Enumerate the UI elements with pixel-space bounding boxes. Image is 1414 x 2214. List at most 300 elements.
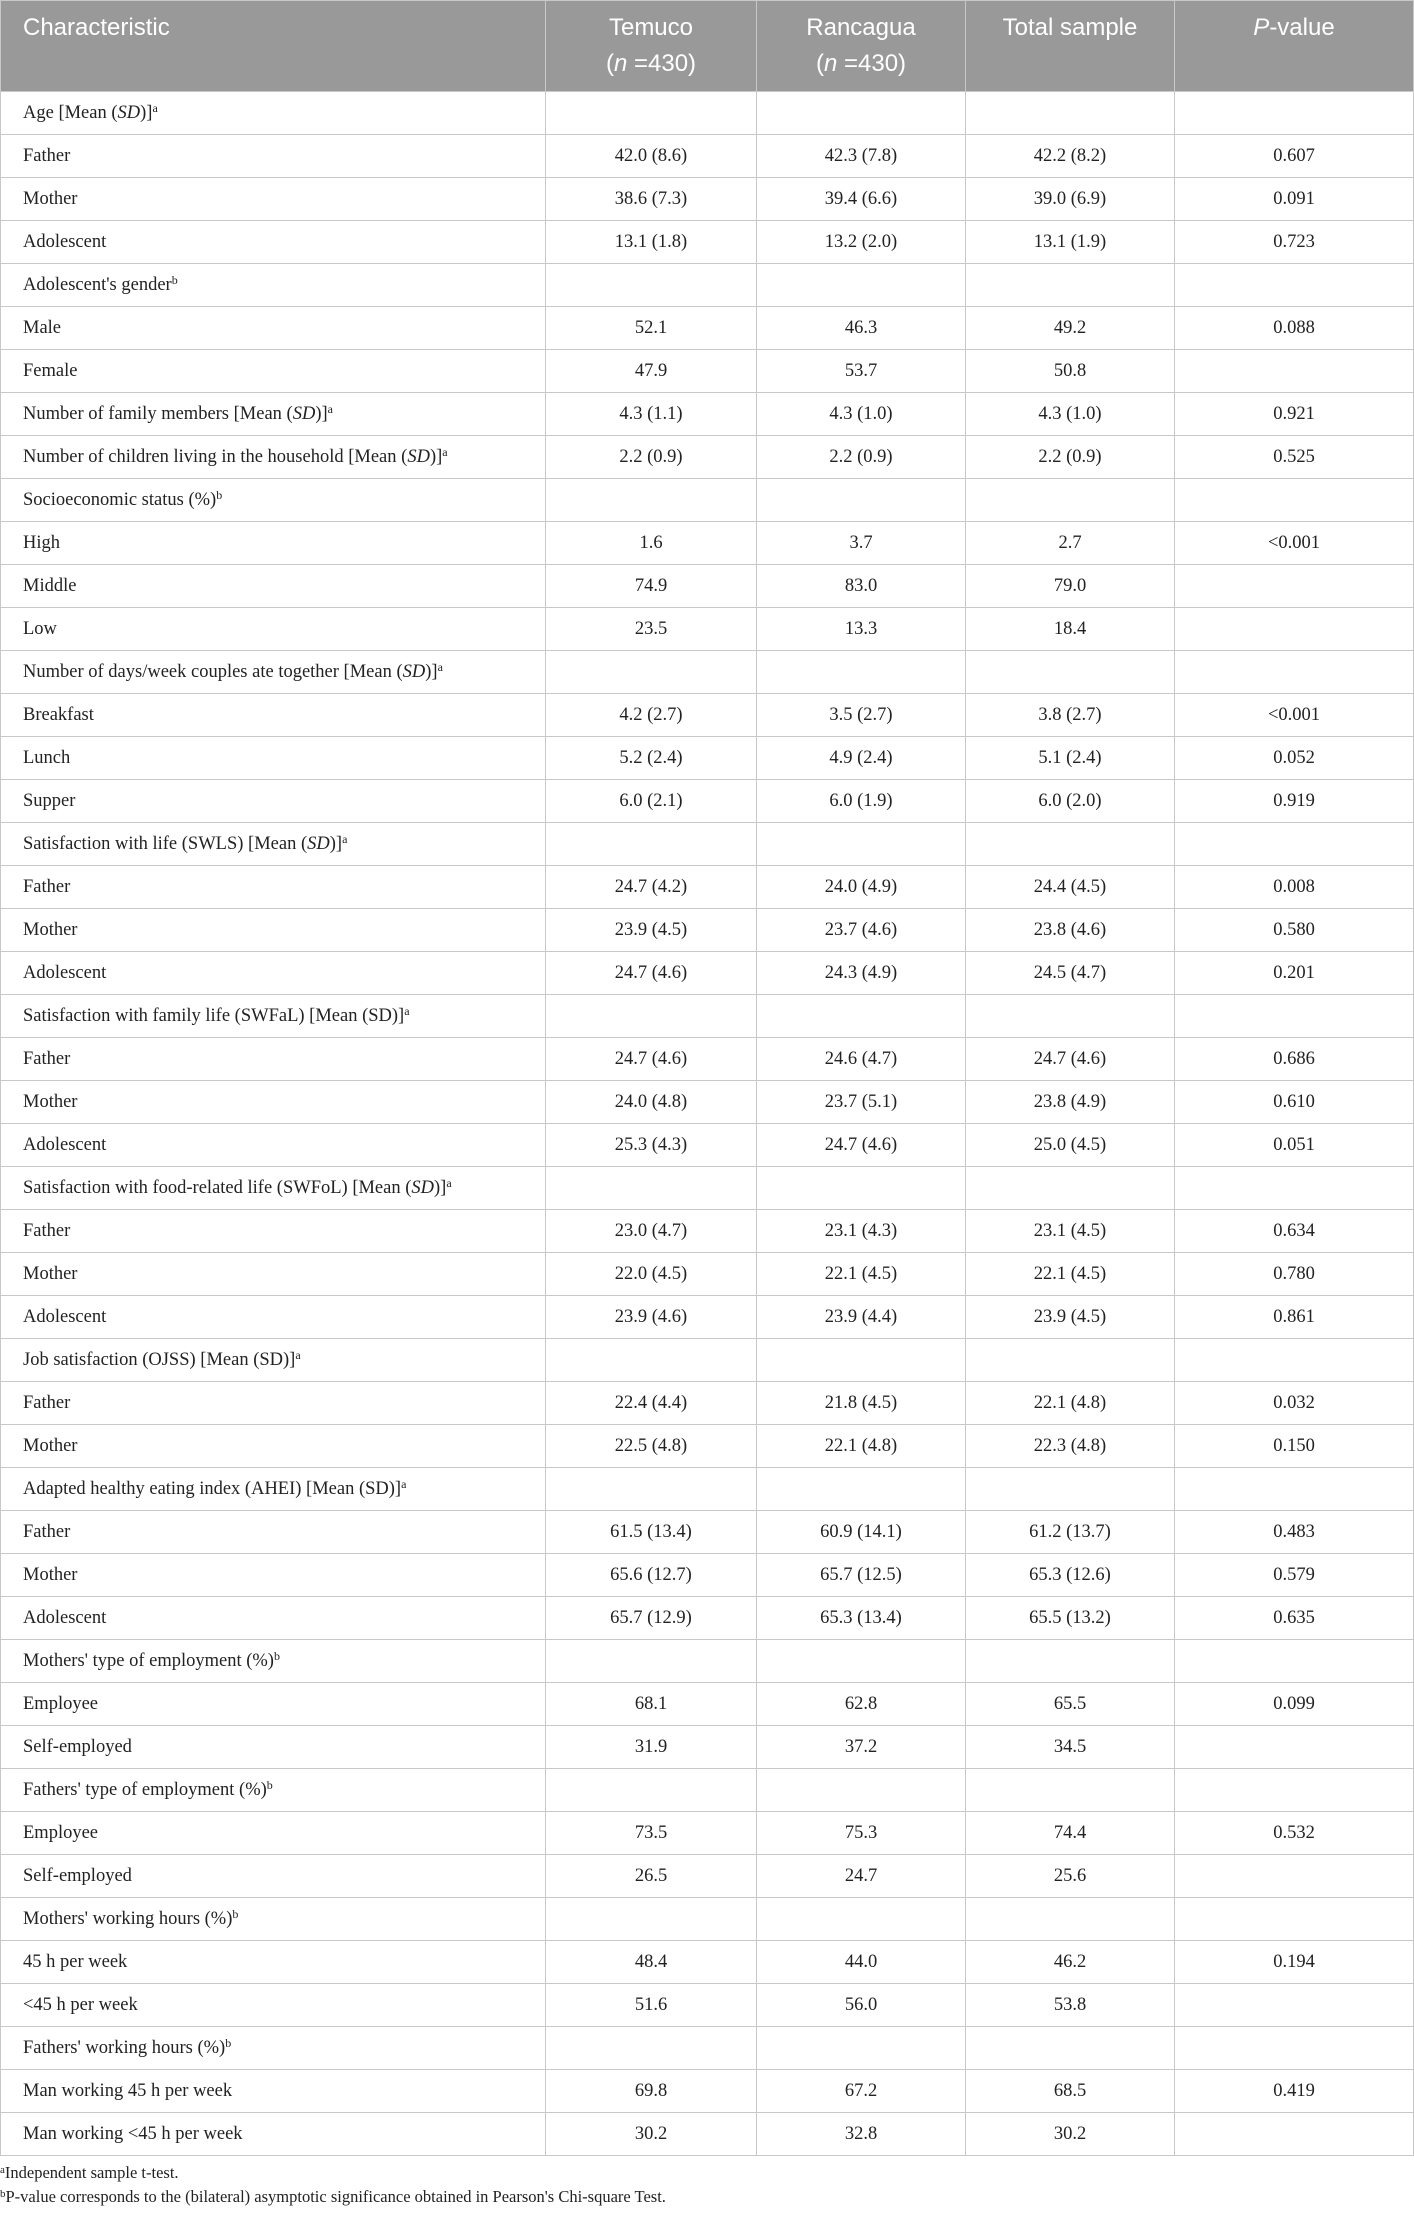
table-row (1, 1855, 1414, 1898)
temuco-value: 22.4 (4.4) (546, 1382, 757, 1425)
p-value: 0.921 (1175, 393, 1414, 436)
table-row (1, 1124, 1414, 1167)
footnote-mark: a (437, 659, 443, 674)
row-label: Adolescent (1, 952, 546, 995)
total-value: 25.0 (4.5) (966, 1124, 1175, 1167)
total-value: 39.0 (6.9) (966, 178, 1175, 221)
p-value (1175, 1726, 1414, 1769)
row-label: Male (1, 307, 546, 350)
row-label: Father (1, 1038, 546, 1081)
total-value (966, 995, 1175, 1038)
table-row (1, 1941, 1414, 1984)
row-label: Low (1, 608, 546, 651)
total-value: 25.6 (966, 1855, 1175, 1898)
section-row (1, 823, 1414, 866)
p-value: <0.001 (1175, 694, 1414, 737)
rancagua-value (757, 264, 966, 307)
total-value (966, 264, 1175, 307)
rancagua-value: 24.7 (757, 1855, 966, 1898)
row-label: High (1, 522, 546, 565)
total-value: 49.2 (966, 307, 1175, 350)
total-value: 46.2 (966, 1941, 1175, 1984)
temuco-value: 4.2 (2.7) (546, 694, 757, 737)
table-row (1, 221, 1414, 264)
total-value: 24.5 (4.7) (966, 952, 1175, 995)
row-label: Female (1, 350, 546, 393)
footnote-a (0, 2163, 1414, 2183)
footnote-mark: b (266, 1777, 273, 1792)
total-value: 79.0 (966, 565, 1175, 608)
total-value: 24.7 (4.6) (966, 1038, 1175, 1081)
temuco-value: 65.6 (12.7) (546, 1554, 757, 1597)
total-value: 50.8 (966, 350, 1175, 393)
rancagua-value: 32.8 (757, 2113, 966, 2156)
rancagua-value (757, 651, 966, 694)
total-value (966, 1898, 1175, 1941)
table-row (1, 307, 1414, 350)
row-label: Mother (1, 1253, 546, 1296)
rancagua-value: 42.3 (7.8) (757, 135, 966, 178)
footnote-mark: a (342, 831, 348, 846)
row-label: Mother (1, 1554, 546, 1597)
total-value: 65.3 (12.6) (966, 1554, 1175, 1597)
temuco-value (546, 1898, 757, 1941)
footnote-mark: a (404, 1003, 410, 1018)
rancagua-value (757, 823, 966, 866)
rancagua-value: 23.7 (4.6) (757, 909, 966, 952)
total-value: 34.5 (966, 1726, 1175, 1769)
total-value: 5.1 (2.4) (966, 737, 1175, 780)
rancagua-value: 56.0 (757, 1984, 966, 2027)
table-row (1, 135, 1414, 178)
p-value (1175, 1769, 1414, 1812)
temuco-value: 25.3 (4.3) (546, 1124, 757, 1167)
rancagua-value: 44.0 (757, 1941, 966, 1984)
row-label: Father (1, 1511, 546, 1554)
p-value: 0.580 (1175, 909, 1414, 952)
rancagua-value: 3.7 (757, 522, 966, 565)
row-label: Adolescent (1, 221, 546, 264)
row-label: Father (1, 866, 546, 909)
footnote-mark: a (446, 1175, 452, 1190)
rancagua-value: 22.1 (4.8) (757, 1425, 966, 1468)
temuco-value: 38.6 (7.3) (546, 178, 757, 221)
footnote-mark: a (327, 401, 333, 416)
section-label: Fathers' working hours (%)$^b$ (1, 2027, 546, 2070)
row-label: Father (1, 135, 546, 178)
temuco-value (546, 1468, 757, 1511)
temuco-value (546, 1640, 757, 1683)
p-value (1175, 651, 1414, 694)
p-value (1175, 1167, 1414, 1210)
rancagua-value: 62.8 (757, 1683, 966, 1726)
total-value: 65.5 (966, 1683, 1175, 1726)
section-label: Fathers' type of employment (%)$^b$ (1, 1769, 546, 1812)
temuco-value: 24.7 (4.6) (546, 952, 757, 995)
p-value: 0.780 (1175, 1253, 1414, 1296)
p-value: 0.032 (1175, 1382, 1414, 1425)
p-value (1175, 92, 1414, 135)
rancagua-value: 24.0 (4.9) (757, 866, 966, 909)
temuco-value: 23.9 (4.5) (546, 909, 757, 952)
section-row (1, 1167, 1414, 1210)
temuco-value: 74.9 (546, 565, 757, 608)
temuco-value (546, 264, 757, 307)
temuco-value: 5.2 (2.4) (546, 737, 757, 780)
rancagua-value: 23.1 (4.3) (757, 1210, 966, 1253)
rancagua-value (757, 1769, 966, 1812)
p-value: 0.091 (1175, 178, 1414, 221)
rancagua-value: 24.7 (4.6) (757, 1124, 966, 1167)
rancagua-value (757, 1640, 966, 1683)
section-row (1, 1640, 1414, 1683)
rancagua-value: 39.4 (6.6) (757, 178, 966, 221)
row-label: Lunch (1, 737, 546, 780)
temuco-value (546, 92, 757, 135)
temuco-value (546, 995, 757, 1038)
table-body (1, 92, 1414, 2156)
total-value: 18.4 (966, 608, 1175, 651)
rancagua-value: 4.3 (1.0) (757, 393, 966, 436)
p-value (1175, 1468, 1414, 1511)
temuco-value (546, 479, 757, 522)
temuco-value: 42.0 (8.6) (546, 135, 757, 178)
p-value: 0.088 (1175, 307, 1414, 350)
header-total-sample: Total sample (966, 1, 1175, 92)
total-value: 6.0 (2.0) (966, 780, 1175, 823)
table-row (1, 1597, 1414, 1640)
row-label: Supper (1, 780, 546, 823)
footnote-mark: a (295, 1347, 301, 1362)
total-value: 4.3 (1.0) (966, 393, 1175, 436)
table-row (1, 565, 1414, 608)
row-label: Employee (1, 1812, 546, 1855)
temuco-value: 6.0 (2.1) (546, 780, 757, 823)
total-value (966, 479, 1175, 522)
row-label: Self-employed (1, 1855, 546, 1898)
table-row (1, 1683, 1414, 1726)
temuco-value: 23.9 (4.6) (546, 1296, 757, 1339)
section-row (1, 1468, 1414, 1511)
p-value: 0.201 (1175, 952, 1414, 995)
temuco-value: 24.0 (4.8) (546, 1081, 757, 1124)
table-row (1, 1253, 1414, 1296)
rancagua-value (757, 995, 966, 1038)
footnote-mark: b (171, 272, 178, 287)
row-label: Father (1, 1382, 546, 1425)
p-value (1175, 565, 1414, 608)
rancagua-value: 67.2 (757, 2070, 966, 2113)
table-row (1, 866, 1414, 909)
p-value: 0.634 (1175, 1210, 1414, 1253)
temuco-value: 4.3 (1.1) (546, 393, 757, 436)
p-value (1175, 1898, 1414, 1941)
p-value (1175, 2113, 1414, 2156)
p-value: 0.525 (1175, 436, 1414, 479)
temuco-value: 51.6 (546, 1984, 757, 2027)
header-rancagua-label: Rancagua (806, 14, 916, 41)
row-label: Adolescent (1, 1296, 546, 1339)
temuco-value (546, 823, 757, 866)
header-rancagua-n: (n =430) (815, 50, 907, 77)
row-label: Breakfast (1, 694, 546, 737)
p-value (1175, 264, 1414, 307)
footnote-mark: a (442, 444, 448, 459)
section-label: Number of days/week couples ate together [Mean (SD)]$^a$ (1, 651, 546, 694)
rancagua-value: 2.2 (0.9) (757, 436, 966, 479)
temuco-value: 47.9 (546, 350, 757, 393)
rancagua-value: 23.9 (4.4) (757, 1296, 966, 1339)
p-value (1175, 608, 1414, 651)
table-row (1, 1726, 1414, 1769)
row-label: Man working <45 h per week (1, 2113, 546, 2156)
rancagua-value: 21.8 (4.5) (757, 1382, 966, 1425)
p-value (1175, 995, 1414, 1038)
temuco-value: 73.5 (546, 1812, 757, 1855)
row-label: Mother (1, 1425, 546, 1468)
section-label: Adapted healthy eating index (AHEI) [Mean (SD)]$^a$ (1, 1468, 546, 1511)
p-value (1175, 350, 1414, 393)
total-value (966, 651, 1175, 694)
temuco-value: 23.5 (546, 608, 757, 651)
p-value: 0.419 (1175, 2070, 1414, 2113)
total-value: 42.2 (8.2) (966, 135, 1175, 178)
row-label: Mother (1, 909, 546, 952)
header-row (1, 1, 1414, 92)
row-label: Self-employed (1, 1726, 546, 1769)
p-value: 0.052 (1175, 737, 1414, 780)
header-temuco-n: (n =430) (605, 50, 697, 77)
temuco-value: 30.2 (546, 2113, 757, 2156)
total-value (966, 1339, 1175, 1382)
p-value (1175, 479, 1414, 522)
p-value (1175, 823, 1414, 866)
temuco-value: 31.9 (546, 1726, 757, 1769)
row-label: Man working 45 h per week (1, 2070, 546, 2113)
footnote-mark: a (152, 100, 158, 115)
row-label: Father (1, 1210, 546, 1253)
section-label: Satisfaction with family life (SWFaL) [Mean (SD)]$^a$ (1, 995, 546, 1038)
p-value: 0.723 (1175, 221, 1414, 264)
total-value: 23.9 (4.5) (966, 1296, 1175, 1339)
section-row (1, 995, 1414, 1038)
total-value (966, 2027, 1175, 2070)
row-label: Mother (1, 1081, 546, 1124)
header-rancagua (757, 1, 966, 92)
temuco-value: 13.1 (1.8) (546, 221, 757, 264)
rancagua-value (757, 1339, 966, 1382)
section-row (1, 1898, 1414, 1941)
p-value: 0.861 (1175, 1296, 1414, 1339)
rancagua-value: 24.3 (4.9) (757, 952, 966, 995)
section-label: Mothers' working hours (%)$^b$ (1, 1898, 546, 1941)
rancagua-value: 13.3 (757, 608, 966, 651)
total-value: 23.1 (4.5) (966, 1210, 1175, 1253)
table-row (1, 1038, 1414, 1081)
section-label: Mothers' type of employment (%)$^b$ (1, 1640, 546, 1683)
temuco-value: 23.0 (4.7) (546, 1210, 757, 1253)
total-value: 3.8 (2.7) (966, 694, 1175, 737)
total-value: 61.2 (13.7) (966, 1511, 1175, 1554)
row-label: Adolescent (1, 1597, 546, 1640)
section-row (1, 264, 1414, 307)
rancagua-value: 37.2 (757, 1726, 966, 1769)
temuco-value: 26.5 (546, 1855, 757, 1898)
total-value: 65.5 (13.2) (966, 1597, 1175, 1640)
footnote-mark: b (232, 1906, 239, 1921)
table-row (1, 909, 1414, 952)
total-value: 68.5 (966, 2070, 1175, 2113)
footnote-b (0, 2187, 1414, 2207)
table-row (1, 737, 1414, 780)
total-value: 2.7 (966, 522, 1175, 565)
header-p-value: P-value (1175, 1, 1414, 92)
total-value: 13.1 (1.9) (966, 221, 1175, 264)
temuco-value: 69.8 (546, 2070, 757, 2113)
section-label: Job satisfaction (OJSS) [Mean (SD)]$^a$ (1, 1339, 546, 1382)
table-row (1, 1984, 1414, 2027)
p-value: 0.483 (1175, 1511, 1414, 1554)
temuco-value (546, 1769, 757, 1812)
table-row (1, 1081, 1414, 1124)
temuco-value (546, 2027, 757, 2070)
total-value (966, 1468, 1175, 1511)
footnote-b-mark: b (0, 2188, 6, 2200)
rancagua-value: 65.3 (13.4) (757, 1597, 966, 1640)
section-label: Satisfaction with food-related life (SWFoL) [Mean (SD)]$^a$ (1, 1167, 546, 1210)
rancagua-value: 13.2 (2.0) (757, 221, 966, 264)
total-value: 22.3 (4.8) (966, 1425, 1175, 1468)
rancagua-value: 6.0 (1.9) (757, 780, 966, 823)
rancagua-value (757, 1898, 966, 1941)
p-value: 0.532 (1175, 1812, 1414, 1855)
row-label: Adolescent (1, 1124, 546, 1167)
table-row (1, 2070, 1414, 2113)
temuco-value: 1.6 (546, 522, 757, 565)
p-value: <0.001 (1175, 522, 1414, 565)
header-characteristic: Characteristic (1, 1, 546, 92)
temuco-value: 68.1 (546, 1683, 757, 1726)
p-value: 0.607 (1175, 135, 1414, 178)
p-value: 0.150 (1175, 1425, 1414, 1468)
header-temuco-label: Temuco (608, 14, 694, 41)
section-label: Age [Mean (SD)]$^a$ (1, 92, 546, 135)
header-temuco (546, 1, 757, 92)
rancagua-value (757, 92, 966, 135)
temuco-value (546, 1339, 757, 1382)
rancagua-value (757, 1468, 966, 1511)
p-value: 0.610 (1175, 1081, 1414, 1124)
temuco-value (546, 651, 757, 694)
temuco-value: 65.7 (12.9) (546, 1597, 757, 1640)
footnote-mark: b (216, 487, 223, 502)
row-label: Number of children living in the household [Mean (SD)]$^a$ (1, 436, 546, 479)
footnote-mark: b (273, 1648, 280, 1663)
p-value: 0.919 (1175, 780, 1414, 823)
temuco-value: 2.2 (0.9) (546, 436, 757, 479)
table-row (1, 436, 1414, 479)
rancagua-value: 4.9 (2.4) (757, 737, 966, 780)
total-value (966, 1769, 1175, 1812)
total-value: 74.4 (966, 1812, 1175, 1855)
section-row (1, 1769, 1414, 1812)
total-value: 23.8 (4.9) (966, 1081, 1175, 1124)
table-row (1, 2113, 1414, 2156)
table-row (1, 1554, 1414, 1597)
rancagua-value: 23.7 (5.1) (757, 1081, 966, 1124)
table-row (1, 393, 1414, 436)
section-row (1, 2027, 1414, 2070)
total-value: 30.2 (966, 2113, 1175, 2156)
section-label: Satisfaction with life (SWLS) [Mean (SD)]$^a$ (1, 823, 546, 866)
table-row (1, 350, 1414, 393)
table-header (1, 1, 1414, 92)
table-row (1, 694, 1414, 737)
section-row (1, 1339, 1414, 1382)
temuco-value (546, 1167, 757, 1210)
temuco-value: 61.5 (13.4) (546, 1511, 757, 1554)
p-value (1175, 2027, 1414, 2070)
rancagua-value: 83.0 (757, 565, 966, 608)
section-label: Socioeconomic status (%)$^b$ (1, 479, 546, 522)
rancagua-value (757, 2027, 966, 2070)
total-value (966, 1167, 1175, 1210)
temuco-value: 52.1 (546, 307, 757, 350)
total-value: 2.2 (0.9) (966, 436, 1175, 479)
p-value: 0.008 (1175, 866, 1414, 909)
section-row (1, 479, 1414, 522)
row-label: Middle (1, 565, 546, 608)
temuco-value: 24.7 (4.2) (546, 866, 757, 909)
section-row (1, 651, 1414, 694)
row-label: 45 h per week (1, 1941, 546, 1984)
temuco-value: 24.7 (4.6) (546, 1038, 757, 1081)
footnote-mark: b (225, 2035, 232, 2050)
total-value: 53.8 (966, 1984, 1175, 2027)
table-row (1, 1812, 1414, 1855)
table-row (1, 1382, 1414, 1425)
row-label: <45 h per week (1, 1984, 546, 2027)
p-value (1175, 1984, 1414, 2027)
rancagua-value: 75.3 (757, 1812, 966, 1855)
p-value (1175, 1855, 1414, 1898)
p-value: 0.579 (1175, 1554, 1414, 1597)
p-value: 0.635 (1175, 1597, 1414, 1640)
section-row (1, 92, 1414, 135)
rancagua-value (757, 479, 966, 522)
table-row (1, 780, 1414, 823)
footnote-a-mark: a (0, 2164, 5, 2176)
p-value: 0.051 (1175, 1124, 1414, 1167)
total-value (966, 823, 1175, 866)
temuco-value: 48.4 (546, 1941, 757, 1984)
rancagua-value: 3.5 (2.7) (757, 694, 966, 737)
row-label: Employee (1, 1683, 546, 1726)
p-value: 0.194 (1175, 1941, 1414, 1984)
total-value (966, 92, 1175, 135)
rancagua-value: 22.1 (4.5) (757, 1253, 966, 1296)
table-row (1, 178, 1414, 221)
table-row (1, 608, 1414, 651)
row-label: Number of family members [Mean (SD)]$^a$ (1, 393, 546, 436)
rancagua-value: 46.3 (757, 307, 966, 350)
table-row (1, 952, 1414, 995)
footnote-b-text: P-value corresponds to the (bilateral) asymptotic significance obtained in Pearson's Chi-square Test. (5, 2187, 666, 2206)
temuco-value: 22.5 (4.8) (546, 1425, 757, 1468)
table-row (1, 1425, 1414, 1468)
rancagua-value: 65.7 (12.5) (757, 1554, 966, 1597)
row-label: Mother (1, 178, 546, 221)
